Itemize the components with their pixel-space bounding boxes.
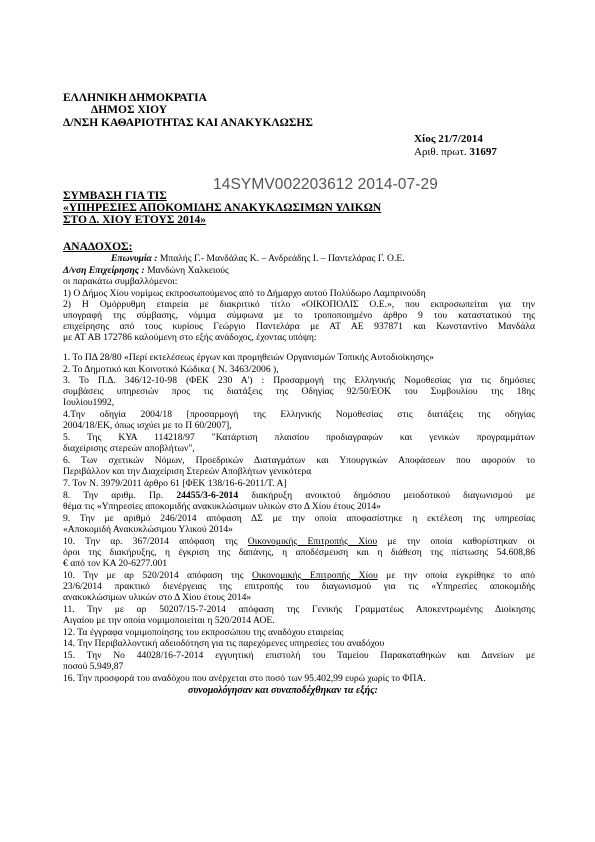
item-8 [63,490,535,512]
party-1: 1) Ο Δήμος Χίου νομίμως εκπροσωπούμενος από το Δήμαρχο αυτού Πολύδωρο Λαμπρινούδη [63,288,426,299]
party-2 [63,299,535,343]
item-10-line-3: € από τον ΚΑ 20-6277.001 [63,558,168,570]
protocol-line [414,146,497,158]
contractor-heading: ΑΝΑΔΟΧΟΣ: [63,241,133,253]
item-11-suffix: με την οποία εγκρίθηκε το από [386,570,535,581]
contractor-name-line [111,253,405,264]
item-8-line-2: θέμα τις «Υπηρεσίες αποκομιδής ανακυκλώσιμων υλικών στο Δ Χίου έτους 2014» [63,501,381,513]
item-12-line-1: 11. Την με αρ 50207/15-7-2014 απόφαση της Γενικής Γραμματέως Αποκεντρωμένης Διοίκησης [63,604,535,615]
item-10-line-1 [63,536,535,547]
closing-line: συνομολόγησαν και συναποδέχθηκαν τα εξής: [188,685,378,696]
item-4 [63,409,535,431]
item-5-line-1: 5. Της ΚΥΑ 114218/97 "Κατάρτιση πλαισίου προδιαγραφών και γενικών προγραμμάτων [63,432,535,443]
party-2-line-3: επιχείρησης από τους κυρίους Γεώργιο Παντελάρα με ΑΤ ΑΕ 937871 και Κωνσταντίνο Μανδάλα [63,321,535,333]
item-11-line-2: 23/6/2014 πρακτικό διενέργειας της επιτροπής του διαγωνισμού για τις «Υπηρεσίες αποκομιδής [63,581,535,593]
item-3-line-3: Ιουλίου1992, [63,397,115,409]
item-13: 12. Τα έγγραφα νομιμοποίησης του εκπροσώπου της αναδόχου εταιρείας [63,627,344,638]
item-3-line-1: 3. Το Π.Δ. 346/12-10-98 (ΦΕΚ 230 Α') : Προσαρμογή της Ελληνικής Νομοθεσίας για τις δημόσιες [63,375,535,386]
contractor-name-value: Μπαλής Γ.- Μανδάλας Κ. – Ανδρεάδης Ι. – Παντελάρας Γ. Ο.Ε. [159,253,405,264]
item-9 [63,513,535,535]
item-10-prefix: 10. Την αρ. 367/2014 απόφαση της [63,536,238,547]
item-6-line-1: 6. Των σχετικών Νόμων, Προεδρικών Διαταγμάτων και Υπουργικών Αποφάσεων που αφορούν το [63,455,535,466]
item-10 [63,536,535,569]
item-11 [63,570,535,603]
contractor-address-line [63,265,229,276]
item-2: 2. Το Δημοτικό και Κοινοτικό Κώδικα ( Ν. 3463/2006 ), [63,364,279,375]
header-line-municipality: ΔΗΜΟΣ ΧΙΟΥ [91,104,168,116]
item-6-line-2: Περιβάλλον και την Διαχείριση Στερεών Αποβλήτων γενικότερα [63,466,312,478]
item-9-line-1: 9. Την με αριθμό 246/2014 απόφαση ΔΣ με την οποία αποφασίστηκε η εκτέλεση της υπηρεσίας [63,513,535,524]
item-11-committee-link[interactable]: Οικονομικής Επιτροπής Χίου [252,570,378,581]
party-2-line-1: 2) Η Ομόρρυθμη εταιρεία με διακριτικό τίτλο «ΟΙΚΟΠΟΛΙΣ Ο.Ε.», που εκπροσωπείται για την [63,299,535,310]
item-6 [63,455,535,477]
item-10-committee-link[interactable]: Οικονομικής Επιτροπής Χίου [247,536,378,547]
item-12-line-2: Αιγαίου με την οποία νομιμοποιείται η 520/2014 ΑΟΕ. [63,615,275,627]
item-5-line-2: διαχείρισης στερεών αποβλήτων", [63,443,195,455]
contractor-address-label: Δ/νση Επιχείρησης : [63,265,145,276]
protocol-number: 31697 [469,146,497,158]
contractor-name-label: Επωνυμία : [111,253,158,264]
parties-intro: οι παρακάτω συμβαλλόμενοι: [63,276,178,287]
item-7: 7. Τον Ν. 3979/2011 άρθρο 61 [ΦΕΚ 138/16-6-2011/Τ. Α] [63,478,287,489]
item-4-line-2: 2004/18/ΕΚ, όπως ισχύει με το Π 60/2007], [63,420,232,432]
item-15 [63,650,535,672]
item-14: 14. Την Περιβαλλοντική αδειοδότηση για τις παρεχόμενες υπηρεσίες του αναδόχου [63,638,385,649]
item-3 [63,375,535,408]
item-11-line-3: ανακυκλώσιμων υλικών στο Δ Χίου έτους 2014» [63,592,252,604]
place-date: Χίος 21/7/2014 [414,133,483,145]
item-16: 16. Την προσφορά του αναδόχου που ανέρχεται στο ποσό των 95.402,99 ευρώ χωρίς το ΦΠΑ. [63,673,426,684]
title-line-3: ΣΤΟ Δ. ΧΙΟΥ ΕΤΟΥΣ 2014» [63,214,206,226]
item-4-line-1: 4.Την οδηγία 2004/18 [προσαρμογή της Ελληνικής Νομοθεσίας στις διατάξεις της οδηγίας [63,409,535,420]
item-9-line-2: «Αποκομιδή Ανακυκλώσιμου Υλικού 2014» [63,524,233,536]
registry-stamp: 14SYMV002203612 2014-07-29 [213,176,438,193]
item-11-line-1 [63,570,535,581]
item-5 [63,432,535,454]
contractor-address-value: Μανδώνη Χαλκειούς [147,265,229,276]
item-15-line-2: ποσού 5.949,87 [63,661,124,673]
item-11-prefix: 10. Την με αρ 520/2014 απόφαση της [63,570,244,581]
item-12 [63,604,535,626]
item-15-line-1: 15. Την Νο 44028/16-7-2014 εγγυητική επιστολή του Ταμείου Παρακαταθηκών και Δανείων με [63,650,535,661]
item-10-suffix: με την οποία καθορίστηκαν οι [387,536,535,547]
item-1: 1. Το ΠΔ 28/80 «Περί εκτελέσεως έργων και προμηθειών Οργανισμών Τοπικής Αυτοδιοίκησης» [63,352,434,363]
header-line-department: Δ/ΝΣΗ ΚΑΘΑΡΙΟΤΗΤΑΣ ΚΑΙ ΑΝΑΚΥΚΛΩΣΗΣ [63,117,313,129]
protocol-label: Αριθ. πρωτ. [414,146,467,158]
item-8-suffix: διακήρυξη ανοικτού δημόσιου μειοδοτικού διαγωνισμού με [251,490,535,501]
party-2-line-4: με ΑΤ ΑΒ 172786 καλούμενη στο εξής ανάδοχος, έχοντας υπόψη: [63,332,317,344]
party-2-line-2: υπογραφή της σύμβασης, νόμιμα σύμφωνα με το τροποποιημένο άρθρο 9 του καταστατικού της [63,310,535,322]
item-10-line-2: όροι της διακήρυξης, η έγκριση της δαπάνης, η αποδέσμευση και η διάθεση της πίστωσης 54.608,86 [63,547,535,559]
item-8-line-1 [63,490,535,501]
header-line-republic: ΕΛΛΗΝΙΚΗ ΔΗΜΟΚΡΑΤΙΑ [63,92,207,104]
item-8-prefix: 8. Την αριθμ. Πρ. [63,490,164,501]
item-8-ref-number: 24455/3-6-2014 [176,490,239,501]
item-3-line-2: συμβάσεις υπηρεσιών προς τις διατάξεις της Οδηγίας 92/50/ΕΟΚ του Συμβουλίου της 18ης [63,386,535,398]
title-line-2: «ΥΠΗΡΕΣΙΕΣ ΑΠΟΚΟΜΙΔΗΣ ΑΝΑΚΥΚΛΩΣΙΜΩΝ ΥΛΙΚΩΝ [63,202,382,214]
title-line-1: ΣΥΜΒΑΣΗ ΓΙΑ ΤΙΣ [63,190,167,202]
